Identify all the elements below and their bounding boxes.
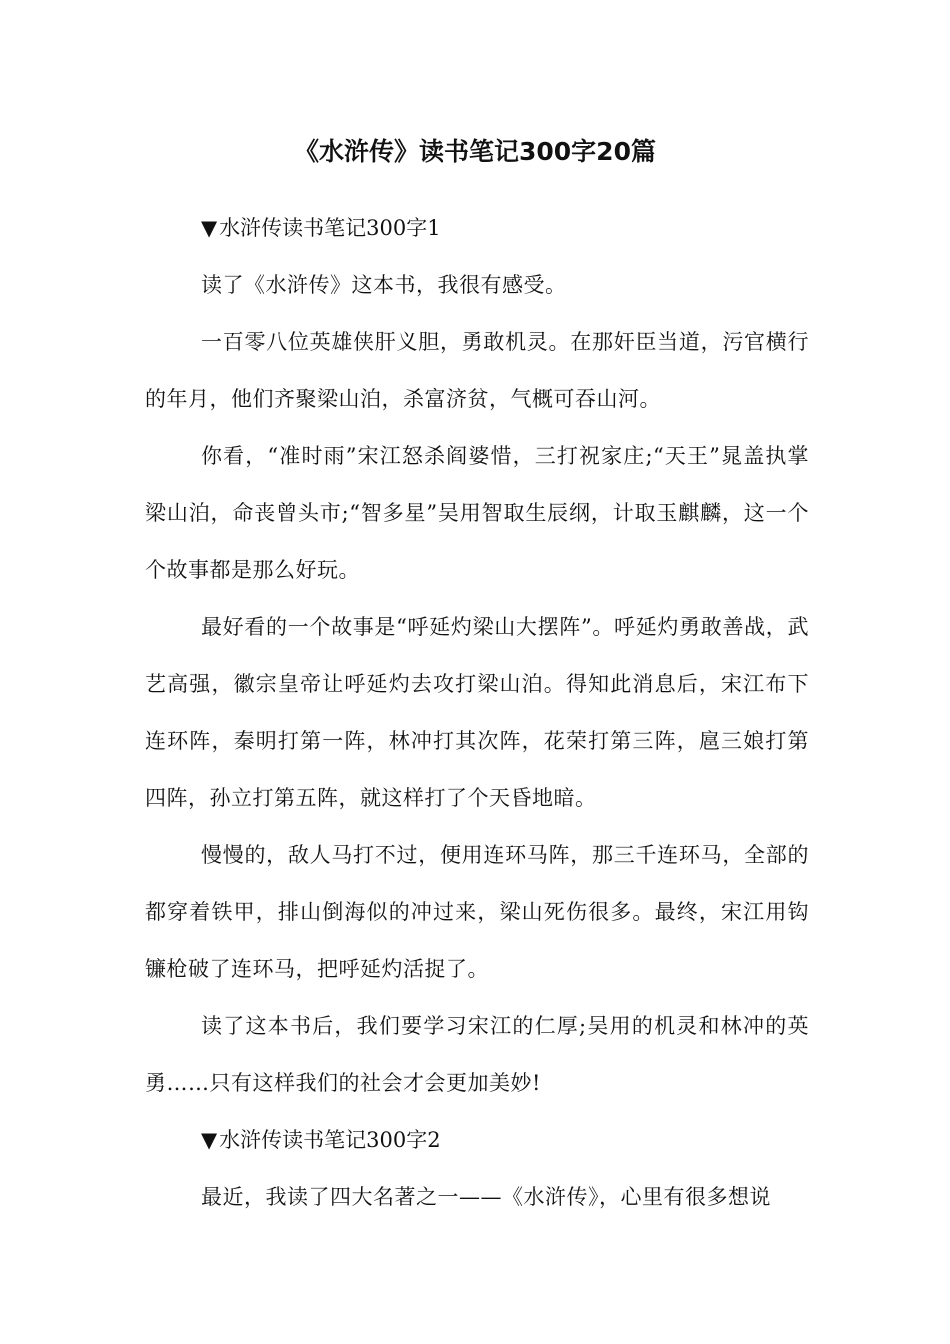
document-body bbox=[145, 200, 809, 1226]
paragraph: 你看，“准时雨”宋江怒杀阎婆惜，三打祝家庄;“天王”晁盖执掌梁山泊，命丧曾头市;“智多星”吴用智取生辰纲，计取玉麒麟，这一个个故事都是那么好玩。 bbox=[145, 444, 809, 582]
section-heading bbox=[145, 200, 809, 257]
section-2 bbox=[145, 1112, 809, 1226]
section-heading-text: 水浒传读书笔记300字1 bbox=[219, 216, 441, 240]
paragraph: 慢慢的，敌人马打不过，便用连环马阵，那三千连环马，全部的都穿着铁甲，排山倒海似的冲过来，梁山死伤很多。最终，宋江用钩镰枪破了连环马，把呼延灼活捉了。 bbox=[145, 843, 809, 981]
section-1 bbox=[145, 200, 809, 1112]
triangle-marker-icon: ▼ bbox=[201, 1128, 218, 1152]
section-heading-text: 水浒传读书笔记300字2 bbox=[219, 1128, 441, 1152]
paragraph: 最好看的一个故事是“呼延灼梁山大摆阵”。呼延灼勇敢善战，武艺高强，徽宗皇帝让呼延灼去攻打梁山泊。得知此消息后，宋江布下连环阵，秦明打第一阵，林冲打其次阵，花荣打第三阵，扈三娘打第四阵，孙立打第五阵，就这样打了个天昏地暗。 bbox=[145, 615, 809, 810]
paragraph: 读了《水浒传》这本书，我很有感受。 bbox=[201, 273, 567, 297]
triangle-marker-icon: ▼ bbox=[201, 216, 218, 240]
section-heading bbox=[145, 1112, 809, 1169]
paragraph: 一百零八位英雄侠肝义胆，勇敢机灵。在那奸臣当道，污官横行的年月，他们齐聚梁山泊，杀富济贫，气概可吞山河。 bbox=[145, 330, 809, 411]
paragraph: 读了这本书后，我们要学习宋江的仁厚;吴用的机灵和林冲的英勇……只有这样我们的社会才会更加美妙! bbox=[145, 1014, 809, 1095]
paragraph: 最近，我读了四大名著之一——《水浒传》，心里有很多想说 bbox=[201, 1185, 771, 1209]
document-title: 《水浒传》读书笔记300字20篇 bbox=[294, 137, 656, 166]
